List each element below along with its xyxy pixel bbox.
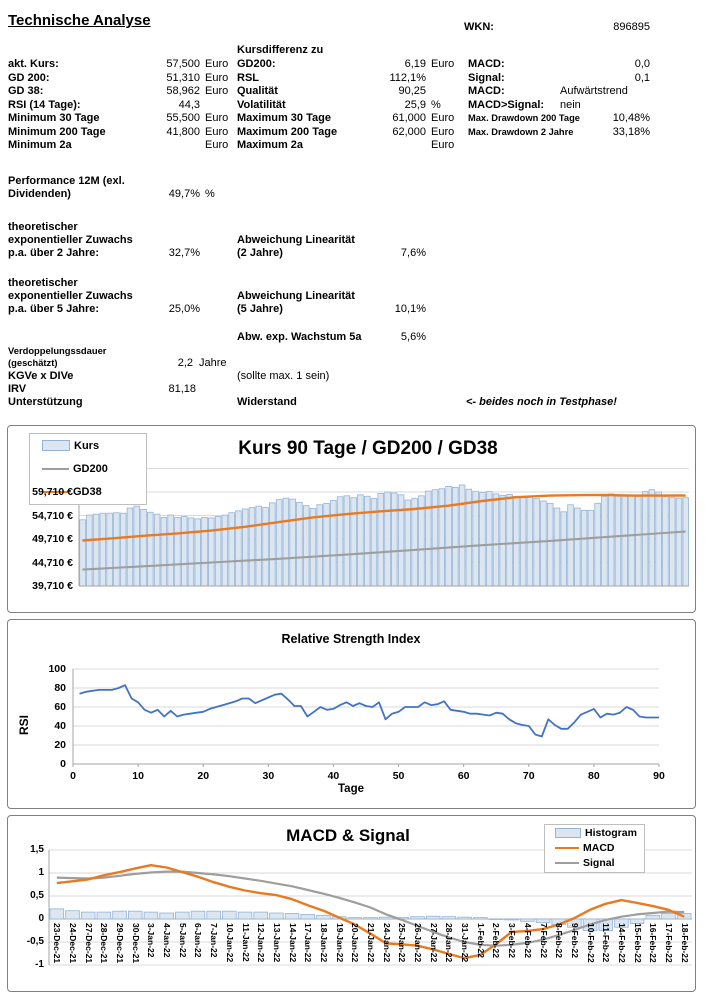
stat-unit: Euro — [205, 71, 229, 84]
x-tick-label: 10 — [132, 770, 144, 782]
rsi-gridlines — [73, 669, 659, 764]
x-date-label: 27-Dec-21 — [83, 923, 94, 964]
stat-label: GD 38: — [8, 85, 44, 97]
legend-label: Signal — [583, 856, 615, 869]
y-tick-label: 20 — [54, 739, 66, 751]
stat-unit: Euro — [205, 125, 229, 138]
gd200-line-icon — [42, 468, 69, 470]
y-tick-label: 44,710 € — [32, 556, 73, 569]
kurs-chart-title: Kurs 90 Tage / GD200 / GD38 — [238, 438, 498, 459]
x-date-label: 13-Jan-22 — [271, 923, 282, 963]
y-tick-label: 80 — [54, 682, 66, 694]
stat-label: Minimum 2a — [8, 139, 72, 151]
stat-label: Qualität — [237, 85, 278, 97]
x-date-label: 31-Jan-22 — [460, 923, 471, 963]
mid-column-header: Kursdifferenz zu — [237, 44, 324, 56]
x-tick-label: 20 — [197, 770, 210, 782]
x-date-label: 20-Jan-22 — [350, 923, 361, 963]
y-tick-label: 60 — [54, 701, 66, 713]
doubling-label-2: (geschätzt) — [8, 357, 58, 368]
rsi-line — [80, 685, 660, 736]
stat-label: Max. Drawdown 2 Jahre — [468, 126, 574, 137]
x-tick-label: 60 — [457, 770, 470, 782]
x-tick-label: 40 — [327, 770, 340, 782]
x-date-label: 29-Dec-21 — [115, 923, 126, 964]
stat-value: Aufwärtstrend — [560, 85, 628, 97]
performance-label-1: Performance 12M (exl. — [8, 175, 125, 187]
doubling-unit: Jahre — [199, 357, 227, 369]
stat-label: GD200: — [237, 58, 276, 70]
growth5-label-3: p.a. über 5 Jahre: — [8, 303, 100, 315]
x-date-label: 14-Jan-22 — [287, 923, 298, 963]
stat-value: 57,500 — [166, 58, 200, 70]
y-tick-label: 39,710 € — [32, 580, 73, 592]
stat-unit: Euro — [431, 112, 455, 124]
performance-unit: % — [205, 188, 215, 200]
y-tick-label: 49,710 € — [32, 533, 73, 545]
stat-label: MACD: — [468, 58, 505, 70]
x-tick-label: 50 — [392, 770, 405, 782]
legend-item-macd — [545, 840, 644, 855]
stat-unit: % — [431, 98, 441, 111]
x-date-label: 15-Feb-22 — [632, 923, 643, 963]
stat-value: 62,000 — [392, 125, 426, 138]
x-date-label: 28-Jan-22 — [444, 923, 455, 963]
y-tick-label: 100 — [48, 663, 66, 675]
rsi-chart-panel — [7, 619, 696, 809]
legend-label: Histogram — [585, 826, 637, 839]
x-date-label: 28-Dec-21 — [99, 923, 110, 964]
stat-label: MACD: — [468, 85, 505, 97]
x-date-label: 7-Feb-22 — [538, 923, 549, 958]
kurs-chart-panel — [7, 425, 696, 613]
stat-value: 41,800 — [166, 125, 200, 138]
x-date-label: 7-Jan-22 — [209, 923, 220, 958]
x-date-label: 19-Jan-22 — [334, 923, 345, 963]
x-date-label: 12-Jan-22 — [256, 923, 267, 963]
linearity2-value: 7,6% — [400, 247, 426, 259]
x-date-label: 26-Jan-22 — [413, 923, 424, 963]
legend-label: GD200 — [73, 462, 108, 475]
irv-value: 81,18 — [168, 383, 196, 395]
x-date-label: 24-Jan-22 — [381, 923, 392, 963]
x-date-label: 30-Dec-21 — [130, 923, 141, 964]
doubling-value: 2,2 — [177, 357, 193, 369]
linearity5-label-1: Abweichung Linearität — [237, 290, 355, 302]
y-tick-label: -1 — [35, 959, 44, 970]
abw5a-label: Abw. exp. Wachstum 5a — [237, 331, 362, 343]
macd-chart-title: MACD & Signal — [286, 826, 410, 845]
signal-line-icon — [555, 862, 579, 864]
stat-label: Maximum 200 Tage — [237, 125, 338, 138]
stat-label: akt. Kurs: — [8, 58, 59, 70]
stat-value: 0,0 — [634, 58, 650, 70]
macd-line-icon — [555, 847, 579, 849]
stat-label: RSI (14 Tage): — [8, 98, 81, 111]
stat-unit: Euro — [205, 58, 229, 70]
resistance-label: Widerstand — [237, 396, 297, 408]
stat-label: RSL — [237, 71, 259, 84]
stat-value: 33,18% — [612, 125, 650, 138]
support-label: Unterstützung — [8, 396, 83, 408]
stat-label: Max. Drawdown 200 Tage — [468, 113, 580, 123]
legend-item-gd200 — [30, 457, 146, 480]
x-date-label: 10-Feb-22 — [585, 923, 596, 963]
x-date-label: 18-Jan-22 — [318, 923, 329, 963]
x-date-label: 18-Feb-22 — [679, 923, 690, 963]
x-date-label: 4-Feb-22 — [522, 923, 533, 958]
stat-unit: Euro — [205, 112, 229, 124]
doubling-label-1: Verdoppelungssdauer — [8, 345, 107, 356]
stat-value: 61,000 — [392, 112, 426, 124]
x-date-label: 6-Jan-22 — [193, 923, 204, 958]
x-date-label: 14-Feb-22 — [616, 923, 627, 963]
stat-label: MACD>Signal: — [468, 98, 545, 111]
stat-label: Maximum 2a — [237, 139, 304, 151]
macd-chart-panel — [7, 815, 696, 992]
x-tick-label: 90 — [653, 770, 665, 782]
x-date-label: 8-Feb-22 — [554, 923, 565, 958]
growth2-value: 32,7% — [168, 247, 200, 259]
testphase-note: <- beides noch in Testphase! — [466, 396, 617, 408]
stat-value: 58,962 — [166, 85, 200, 97]
macd-legend — [544, 824, 645, 873]
x-date-label: 23-Dec-21 — [52, 923, 63, 964]
y-tick-label: 40 — [54, 720, 66, 732]
growth5-value: 25,0% — [168, 303, 200, 315]
x-date-label: 16-Feb-22 — [648, 923, 659, 963]
stat-value: 51,310 — [166, 71, 200, 84]
x-date-label: 17-Jan-22 — [303, 923, 314, 963]
stat-unit: Euro — [205, 85, 229, 97]
page-title: Technische Analyse — [8, 12, 151, 29]
x-tick-label: 30 — [262, 770, 275, 782]
x-date-label: 24-Dec-21 — [68, 923, 79, 964]
x-date-label: 11-Jan-22 — [240, 923, 251, 962]
stat-value: 55,500 — [166, 112, 200, 124]
growth2-label-3: p.a. über 2 Jahre: — [8, 247, 100, 259]
stat-label: GD 200: — [8, 71, 50, 84]
stat-label: Maximum 30 Tage — [237, 112, 331, 124]
y-tick-label: 0,5 — [30, 890, 44, 901]
wkn-value: 896895 — [613, 21, 650, 33]
stat-value: 10,48% — [612, 112, 650, 124]
legend-item-signal — [545, 855, 644, 870]
linearity5-label-2: (5 Jahre) — [237, 303, 283, 315]
legend-item-histogram — [545, 825, 644, 840]
kurs-bars — [80, 485, 689, 586]
growth2-label-1: theoretischer — [8, 221, 78, 233]
stat-value: nein — [560, 98, 581, 111]
x-date-label: 3-Feb-22 — [507, 923, 518, 958]
x-tick-label: 0 — [70, 770, 76, 782]
x-date-label: 2-Feb-22 — [491, 923, 502, 958]
x-date-label: 1-Feb-22 — [475, 923, 486, 958]
rsi-x-axis-title: Tage — [338, 783, 364, 795]
x-date-label: 5-Jan-22 — [177, 923, 188, 958]
linearity5-value: 10,1% — [394, 303, 426, 315]
x-date-label: 3-Jan-22 — [146, 923, 157, 958]
y-tick-label: 0 — [38, 913, 44, 924]
y-tick-label: 59,710 € — [32, 486, 73, 498]
irv-label: IRV — [8, 383, 27, 395]
x-date-label: 21-Jan-22 — [366, 923, 376, 963]
stat-label: Volatilität — [237, 98, 286, 111]
abw5a-value: 5,6% — [400, 331, 426, 343]
x-date-label: 27-Jan-22 — [428, 923, 439, 963]
stat-label: Minimum 200 Tage — [8, 125, 106, 138]
linearity2-label-2: (2 Jahre) — [237, 247, 283, 259]
performance-label-2: Dividenden) — [8, 188, 71, 200]
y-tick-label: 0 — [60, 758, 66, 770]
x-date-label: 10-Jan-22 — [224, 923, 235, 963]
stat-unit: Euro — [431, 125, 455, 138]
stat-value: 112,1% — [389, 71, 426, 84]
y-tick-label: 54,710 € — [32, 509, 73, 522]
x-date-label: 11-Feb-22 — [601, 923, 612, 963]
stat-value: 6,19 — [404, 58, 426, 70]
legend-label: MACD — [583, 841, 615, 854]
stat-unit: Euro — [431, 58, 455, 70]
stat-unit: Euro — [431, 139, 455, 151]
kgve-label: KGVe x DIVe — [8, 370, 74, 382]
linearity2-label-1: Abweichung Linearität — [237, 234, 355, 246]
x-date-label: 9-Feb-22 — [569, 923, 580, 958]
stat-value: 0,1 — [634, 71, 650, 84]
y-tick-label: -0,5 — [26, 936, 44, 947]
performance-value: 49,7% — [168, 188, 200, 200]
growth2-label-2: exponentieller Zuwachs — [8, 234, 133, 246]
growth5-label-2: exponentieller Zuwachs — [8, 290, 133, 302]
growth5-label-1: theoretischer — [8, 277, 78, 289]
stat-value: 25,9 — [404, 98, 426, 111]
histogram-swatch-icon — [555, 828, 581, 838]
stat-unit: Euro — [205, 139, 229, 151]
x-tick-label: 80 — [588, 770, 600, 782]
legend-label: Kurs — [74, 439, 100, 452]
stat-value: 44,3 — [178, 98, 200, 111]
kurs-swatch-icon — [42, 440, 70, 451]
x-date-label: 4-Jan-22 — [162, 923, 173, 958]
wkn-label: WKN: — [464, 21, 494, 33]
rsi-chart-title: Relative Strength Index — [281, 632, 421, 646]
rsi-y-axis-title: RSI — [17, 714, 32, 736]
legend-label: GD38 — [73, 485, 102, 498]
y-tick-label: 1 — [38, 867, 44, 878]
x-date-label: 17-Feb-22 — [663, 923, 674, 963]
kgve-note: (sollte max. 1 sein) — [237, 370, 330, 382]
x-date-label: 25-Jan-22 — [397, 923, 408, 963]
stat-label: Minimum 30 Tage — [8, 112, 100, 124]
stat-value: 90,25 — [398, 85, 426, 97]
x-tick-label: 70 — [522, 770, 535, 782]
y-tick-label: 1,5 — [30, 844, 44, 855]
legend-item-kurs — [30, 434, 146, 457]
stat-label: Signal: — [468, 71, 505, 84]
